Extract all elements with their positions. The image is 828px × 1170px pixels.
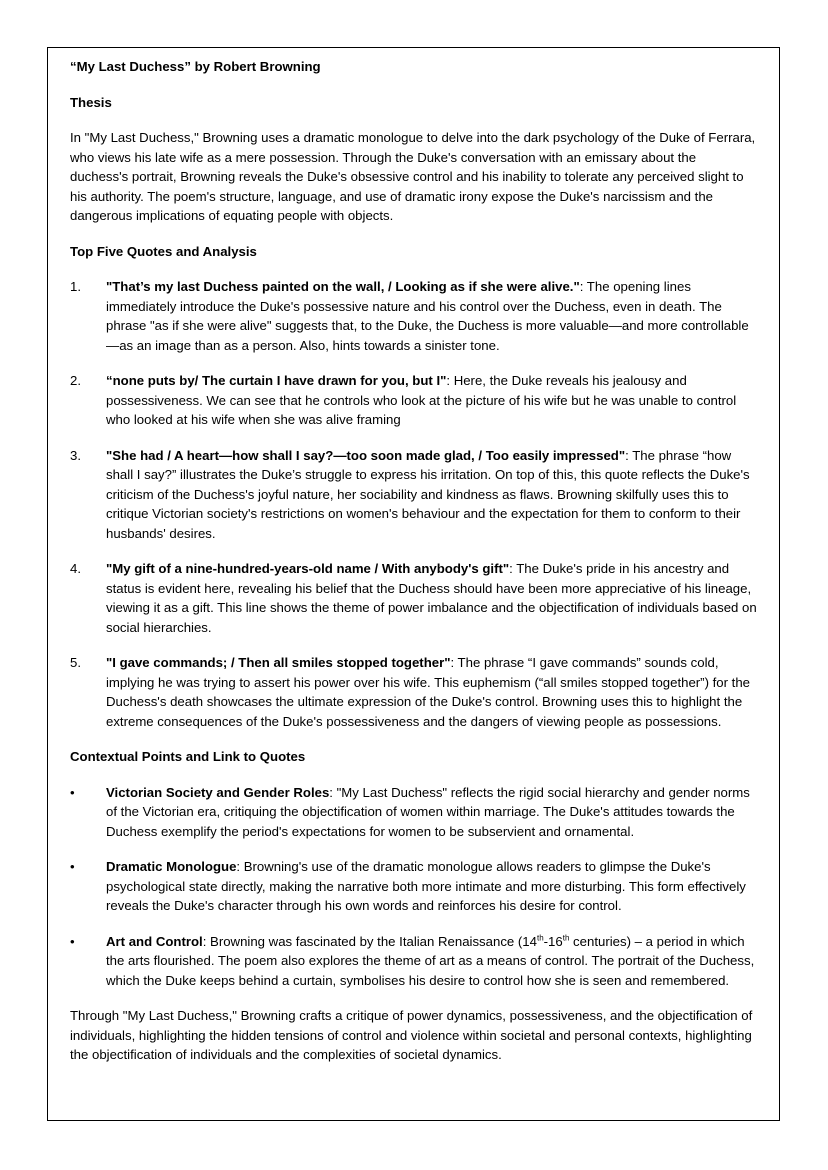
- quote-analysis: : The phrase “how shall I say?” illustrates the Duke’s struggle to express his irritation. On top of this, this quote reflects the Duke's criticism of the Duchess's joyful nature, her sociability and kindness as flaws. Browning skilfully uses this to critique Victorian society's restrictions on women's behaviour and the expectation for them to conform to their husbands' desires.: [106, 447, 750, 541]
- superscript-th: th: [536, 933, 544, 943]
- quote-number: 1.: [70, 279, 81, 294]
- context-text-c: centuries) – a period in which the arts flourished. The poem also explores the theme of art as a means of control. The portrait of the Duchess, which the Duke keeps behind a curtain, symbolises his desire to control how she is seen and remembered.: [106, 933, 755, 988]
- thesis-paragraph: In "My Last Duchess," Browning uses a dramatic monologue to delve into the dark psychology of the Duke of Ferrara, who views his late wife as a mere possession. Through the Duke's conversation with an emissary about the duchess's portrait, Browning reveals the Duke's obsessive control and his inability to tolerate any perceived slight to his authority. The poem's structure, language, and use of dramatic irony expose the Duke's narcissism and the dangerous implications of equating people with objects.: [70, 130, 756, 223]
- document-title: “My Last Duchess” by Robert Browning: [70, 59, 321, 74]
- quote-item: [70, 277, 757, 355]
- context-label: Dramatic Monologue: [106, 859, 237, 874]
- quote-item: [70, 371, 757, 430]
- quotes-list: [70, 277, 757, 731]
- context-text: : Browning's use of the dramatic monologue allows readers to glimpse the Duke's psychological state directly, making the narrative both more intimate and more disturbing. This form effectively reveals the Duke's character through his own words and reinforces his desire for control.: [106, 859, 746, 913]
- thesis-heading: Thesis: [70, 94, 112, 110]
- quote-item: [70, 559, 757, 637]
- bullet-icon: •: [70, 859, 75, 874]
- quote-text: "That’s my last Duchess painted on the wall, / Looking as if she were alive.": [106, 279, 580, 294]
- quote-analysis: : The Duke's pride in his ancestry and status is evident here, revealing his belief that the Duchess should have been more appreciative of his lineage, viewing it as a gift. This line shows the theme of power imbalance and the objectification of individuals based on social hierarchies.: [106, 561, 757, 635]
- quote-item: [70, 653, 757, 731]
- quote-analysis: : The opening lines immediately introduce the Duke's possessive nature and his control over the Duchess, even in death. The phrase "as if she were alive" suggests that, to the Duke, the Duchess is more valuable—and more controllable—as an image than as a person. Also, hints towards a sinister tone.: [106, 279, 749, 353]
- context-text: : "My Last Duchess" reflects the rigid social hierarchy and gender norms of the Victorian era, critiquing the objectification of women within marriage. The Duke's attitudes towards the Duchess exemplify the period's expectations for women to be subservient and ornamental.: [106, 784, 750, 839]
- bullet-icon: •: [70, 784, 75, 800]
- context-heading: Contextual Points and Link to Quotes: [70, 749, 306, 764]
- context-label: Art and Control: [106, 933, 203, 949]
- context-item: [70, 857, 757, 916]
- context-list: [70, 783, 757, 991]
- quote-text: "My gift of a nine-hundred-years-old name / With anybody's gift": [106, 561, 510, 576]
- quote-text: “none puts by/ The curtain I have drawn for you, but I": [106, 373, 447, 388]
- quote-number: 2.: [70, 373, 81, 388]
- document-frame: [47, 47, 780, 1121]
- quote-number: 4.: [70, 561, 81, 576]
- context-text-b: -16: [543, 933, 563, 949]
- quote-text: "She had / A heart—how shall I say?—too soon made glad, / Too easily impressed": [106, 447, 626, 463]
- quote-text: "I gave commands; / Then all smiles stopped together": [106, 655, 451, 670]
- bullet-icon: •: [70, 933, 75, 949]
- quote-analysis: : The phrase “I gave commands” sounds cold, implying he was trying to assert his power over his wife. This euphemism (“all smiles stopped together”) for the Duchess's death showcases the ultimate expression of the Duke's control. Browning uses this to highlight the extreme consequences of the Duke's possessiveness and the dangers of viewing people as possessions.: [106, 655, 751, 729]
- quote-number: 5.: [70, 655, 81, 670]
- context-text-a: : Browning was fascinated by the Italian Renaissance (14: [202, 933, 537, 949]
- context-item: [70, 783, 757, 842]
- quote-number: 3.: [70, 447, 81, 463]
- conclusion-paragraph: Through "My Last Duchess," Browning crafts a critique of power dynamics, possessiveness, and the objectification of individuals, highlighting the hidden tensions of control and violence within societal and personal contexts, highlighting the objectification of individuals and the complexities of societal dynamics.: [70, 1008, 753, 1062]
- superscript-th: th: [562, 933, 570, 943]
- context-label: Victorian Society and Gender Roles: [106, 784, 330, 800]
- quote-analysis: : Here, the Duke reveals his jealousy and possessiveness. We can see that he controls who look at the picture of his wife but he was unable to control who looked at his wife when she was alive framing: [106, 373, 737, 427]
- context-item: [70, 932, 757, 991]
- quote-item: [70, 446, 757, 544]
- quotes-heading: Top Five Quotes and Analysis: [70, 243, 257, 259]
